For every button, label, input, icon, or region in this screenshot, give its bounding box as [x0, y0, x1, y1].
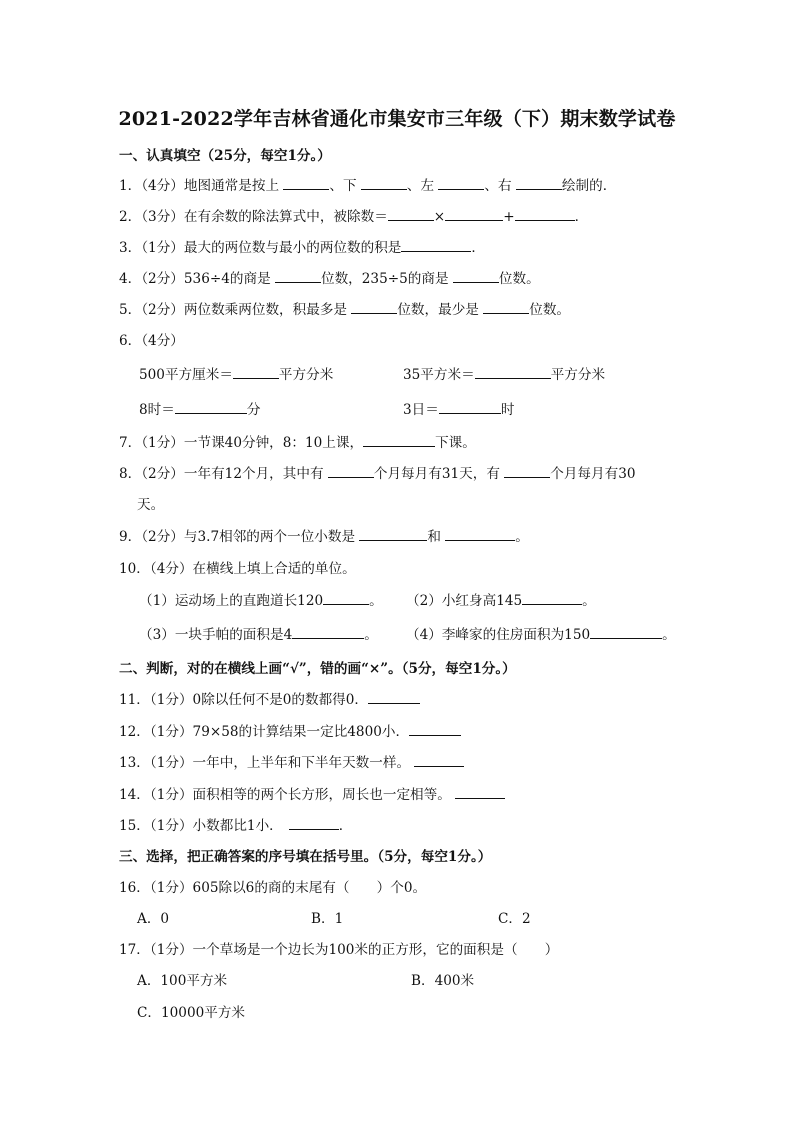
question-text: （2）小红身高145 [406, 593, 523, 609]
question-text: （1）运动场上的直跑道长120 [139, 593, 324, 609]
question-text: 。 [364, 627, 378, 643]
answer-blank[interactable] [361, 177, 407, 190]
question-text: 。 [369, 593, 383, 609]
question-text: 小数都比1小． [192, 818, 283, 834]
question-score: （1分） [141, 240, 184, 256]
question-score: （2分） [141, 271, 184, 287]
question-score: （1分） [149, 755, 193, 771]
question-number: 16． [119, 880, 150, 896]
question-6 [119, 332, 184, 350]
question-number: 10． [119, 561, 150, 577]
question-13 [119, 754, 464, 772]
question-score: （2分） [141, 466, 184, 482]
question-17 [119, 941, 558, 959]
answer-blank[interactable] [368, 691, 420, 704]
question-12 [119, 723, 461, 741]
question-text: 在横线上填上合适的单位。 [192, 561, 356, 577]
question-text: 位数，最少是 [397, 302, 479, 318]
option-b[interactable]: B．400米 [411, 973, 475, 989]
question-number: 5． [119, 302, 142, 318]
answer-blank[interactable] [516, 177, 562, 190]
answer-blank[interactable] [414, 754, 464, 767]
section-1-heading: 一、认真填空（25分，每空1分。） [119, 148, 331, 164]
question-text: （4）李峰家的住房面积为150 [406, 627, 591, 643]
answer-blank[interactable] [445, 208, 503, 221]
question-score: （4分） [149, 561, 193, 577]
question-number: 3． [119, 240, 142, 256]
question-6a [139, 366, 333, 384]
section-2-heading: 二、判断，对的在横线上画“√”，错的画“×”。（5分，每空1分。） [119, 661, 516, 677]
answer-blank[interactable] [439, 401, 501, 414]
question-text: 平方分米 [550, 367, 606, 383]
question-8-continuation: 天。 [137, 497, 165, 513]
question-text: 位数。 [529, 302, 571, 318]
question-text: 。 [515, 529, 529, 545]
answer-blank[interactable] [455, 786, 505, 799]
question-text: 个月每月有31天，有 [373, 466, 500, 482]
question-2 [119, 208, 588, 226]
question-number: 13． [119, 755, 150, 771]
question-14 [119, 786, 505, 804]
answer-blank[interactable] [445, 528, 515, 541]
question-number: 1． [119, 178, 142, 194]
question-text: 平方分米 [278, 367, 334, 383]
question-number: 6． [119, 333, 142, 349]
question-4 [119, 270, 540, 288]
question-15 [119, 817, 352, 835]
answer-blank[interactable] [453, 270, 499, 283]
question-text: 一年中，上半年和下半年天数一样。 [192, 755, 411, 771]
answer-blank[interactable] [438, 177, 484, 190]
question-text: 与3.7相邻的两个一位小数是 [183, 529, 356, 545]
question-score: （2分） [141, 302, 184, 318]
answer-blank[interactable] [409, 723, 461, 736]
question-number: 7． [119, 435, 142, 451]
question-text: 。 [662, 627, 676, 643]
question-text: 和 [427, 529, 441, 545]
question-text: 在有余数的除法算式中，被除数＝ [183, 209, 388, 225]
question-text: 绘制的． [561, 178, 617, 194]
question-text: ． [574, 209, 589, 225]
question-text: 位数，235÷5的商是 [321, 271, 449, 287]
exam-title: 2021-2022学年吉林省通化市集安市三年级（下）期末数学试卷 [118, 108, 676, 130]
question-score: （1分） [149, 942, 193, 958]
answer-blank[interactable] [283, 177, 329, 190]
answer-blank[interactable] [359, 528, 427, 541]
answer-blank[interactable] [328, 465, 374, 478]
question-text: × [433, 209, 446, 225]
question-text: 0除以任何不是0的数都得0． [192, 692, 369, 708]
question-text: 8时＝ [139, 402, 175, 418]
answer-blank[interactable] [351, 301, 397, 314]
question-9 [119, 528, 529, 546]
question-text: 地图通常是按上 [183, 178, 280, 194]
question-text: + [503, 209, 515, 225]
option-a[interactable]: A．0 [137, 911, 170, 927]
answer-blank[interactable] [483, 301, 529, 314]
answer-blank[interactable] [275, 270, 321, 283]
question-number: 14． [119, 787, 150, 803]
question-score: （4分） [141, 333, 184, 349]
answer-blank[interactable] [515, 208, 575, 221]
question-score: （1分） [149, 692, 193, 708]
question-text: 79×58的计算结果一定比4800小． [192, 724, 410, 740]
question-10 [119, 560, 356, 578]
question-text: 两位数乘两位数，积最多是 [183, 302, 348, 318]
question-text: 。 [582, 593, 596, 609]
question-number: 11． [119, 692, 150, 708]
option-a[interactable]: A．100平方米 [137, 973, 228, 989]
answer-blank[interactable] [363, 434, 435, 447]
question-text: 536÷4的商是 [183, 271, 271, 287]
question-text: ． [471, 240, 485, 256]
question-text: 、右 [484, 178, 512, 194]
answer-blank[interactable] [323, 592, 369, 605]
question-number: 2． [119, 209, 142, 225]
question-text: ． [338, 818, 353, 834]
answer-blank[interactable] [175, 401, 247, 414]
question-number: 4． [119, 271, 142, 287]
section-3-heading: 三、选择，把正确答案的序号填在括号里。（5分，每空1分。） [119, 849, 492, 865]
question-text: 个月每月有30 [550, 466, 636, 482]
question-score: （3分） [141, 209, 184, 225]
question-text: 、下 [329, 178, 357, 194]
question-5 [119, 301, 570, 319]
question-10-part-2 [406, 592, 596, 610]
answer-blank[interactable] [401, 239, 471, 252]
answer-blank[interactable] [504, 465, 550, 478]
question-text: 分 [246, 402, 261, 418]
question-8 [119, 465, 636, 483]
answer-blank[interactable] [289, 817, 339, 830]
question-6c [139, 401, 260, 419]
question-score: （1分） [149, 880, 193, 896]
question-3 [119, 239, 485, 257]
answer-blank[interactable] [388, 208, 434, 221]
question-6d [403, 401, 514, 419]
question-number: 15． [119, 818, 150, 834]
question-text: 500平方厘米＝ [139, 367, 233, 383]
question-7 [119, 434, 476, 452]
question-score: （1分） [149, 818, 193, 834]
question-score: （1分） [141, 435, 184, 451]
question-number: 12． [119, 724, 150, 740]
question-score: （2分） [141, 529, 184, 545]
question-text: 一个草场是一个边长为100米的正方形，它的面积是（ ） [192, 942, 559, 958]
question-10-part-1 [139, 592, 383, 610]
answer-blank[interactable] [475, 366, 551, 379]
question-text: 一年有12个月，其中有 [183, 466, 324, 482]
question-text: 面积相等的两个长方形，周长也一定相等。 [192, 787, 451, 803]
option-b[interactable]: B．1 [311, 911, 344, 927]
answer-blank[interactable] [233, 366, 279, 379]
question-score: （4分） [141, 178, 184, 194]
question-number: 17． [119, 942, 150, 958]
answer-blank[interactable] [522, 592, 582, 605]
question-text: 605除以6的商的末尾有（ ）个0。 [192, 880, 427, 896]
question-text: 3日＝ [403, 402, 439, 418]
question-score: （1分） [149, 724, 193, 740]
question-text: 、左 [406, 178, 435, 194]
question-text: 一节课40分钟，8：10上课， [183, 435, 364, 451]
question-text: 最大的两位数与最小的两位数的积是 [183, 240, 402, 256]
question-1 [119, 177, 616, 195]
question-text: 下课。 [435, 435, 476, 451]
question-text: （3）一块手帕的面积是4 [139, 627, 293, 643]
question-11 [119, 691, 420, 709]
question-score: （1分） [149, 787, 193, 803]
question-6b [403, 366, 605, 384]
question-10-part-3 [139, 626, 378, 644]
question-text: 位数。 [498, 271, 540, 287]
question-number: 9． [119, 529, 142, 545]
question-text: 35平方米＝ [403, 367, 475, 383]
question-number: 8． [119, 466, 142, 482]
answer-blank[interactable] [292, 626, 364, 639]
question-10-part-4 [406, 626, 676, 644]
question-16 [119, 879, 426, 897]
question-text: 时 [500, 402, 515, 418]
option-c[interactable]: C．2 [498, 911, 531, 927]
answer-blank[interactable] [590, 626, 662, 639]
option-c[interactable]: C．10000平方米 [137, 1005, 246, 1021]
